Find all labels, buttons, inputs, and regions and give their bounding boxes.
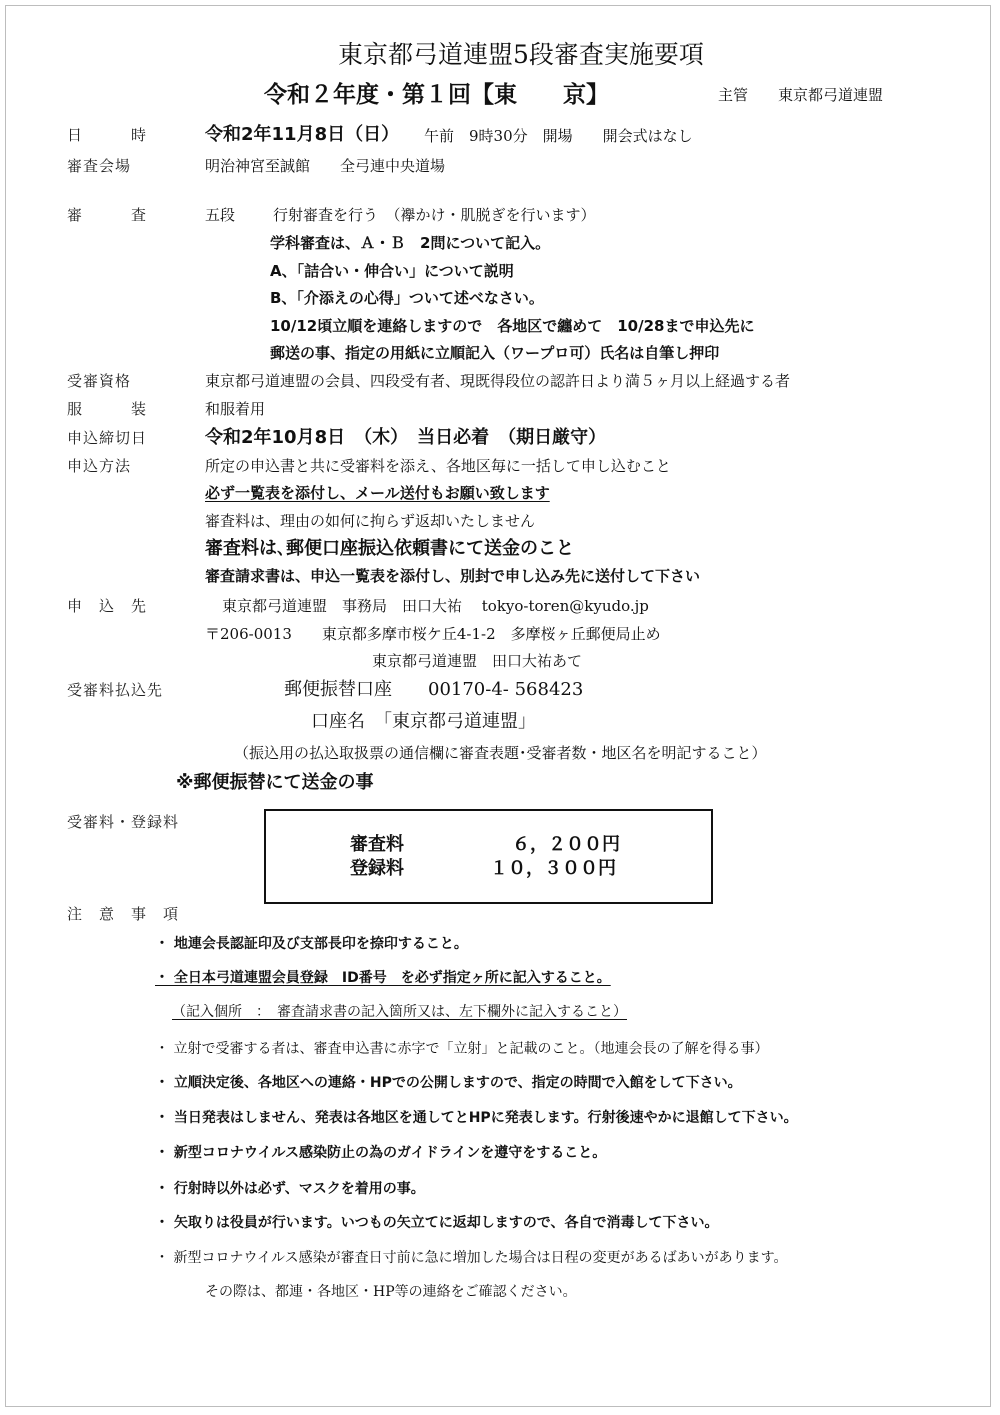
- method-line-emphasis: 審査料は､郵便口座振込依頼書にて送金のこと: [205, 538, 574, 559]
- attire-value: 和服着用: [205, 400, 266, 418]
- method-line: 審査請求書は、申込一覧表を添付し、別封で申し込み先に送付して下さい: [205, 567, 701, 585]
- method-line-underlined: 必ず一覧表を添付し、メール送付もお願い致します: [205, 484, 550, 502]
- payment-instruction: ※郵便振替にて送金の事: [176, 772, 374, 793]
- fees-label: 受審料・登録料: [67, 813, 180, 831]
- note-item-sub: （記入個所 ： 審査請求書の記入箇所又は、左下欄外に記入すること）: [172, 1004, 627, 1020]
- page-subtitle: 令和２年度・第１回【東 京】: [264, 82, 609, 108]
- venue-value: 明治神宮至誠館 全弓連中央道場: [205, 157, 446, 175]
- registration-fee-label: 登録料: [350, 858, 404, 879]
- registration-fee-value: １０，３００円: [490, 858, 616, 879]
- date-value: 令和2年11月8日（日）: [205, 124, 400, 145]
- exam-fee-label: 審査料: [350, 834, 404, 855]
- date-label: 日 時: [67, 126, 148, 144]
- deadline-label: 申込締切日: [67, 429, 148, 447]
- note-item: ・ 矢取りは役員が行います。いつもの矢立てに返却しますので、各自で消毒して下さい。: [155, 1215, 719, 1231]
- page-title: 東京都弓道連盟5段審査実施要項: [338, 40, 704, 69]
- deadline-value: 令和2年10月8日 （木） 当日必着 （期日厳守）: [205, 427, 607, 448]
- eligibility-label: 受審資格: [67, 372, 132, 390]
- method-label: 申込方法: [67, 457, 132, 475]
- note-item: ・ 当日発表はしません、発表は各地区を通してとHPに発表します。行射後速やかに退館して下さい。: [155, 1110, 798, 1126]
- notes-label: 注 意 事 項: [67, 905, 180, 923]
- destination-line: 東京都弓道連盟 事務局 田口大祐 tokyo-toren@kyudo.jp: [222, 597, 649, 615]
- exam-grade: 五段: [205, 206, 236, 224]
- payment-label: 受審料払込先: [67, 681, 164, 699]
- note-item-continuation: その際は、都連・各地区・HP等の連絡をご確認ください。: [205, 1284, 577, 1300]
- exam-label: 審 査: [67, 206, 148, 224]
- payment-account: 郵便振替口座 00170-4- 568423: [284, 679, 584, 700]
- exam-line: 学科審査は、Ａ・Ｂ 2問について記入。: [270, 234, 551, 252]
- organizer: 主管 東京都弓道連盟: [718, 86, 884, 104]
- date-time: 午前 9時30分 開場 開会式はなし: [424, 127, 693, 145]
- destination-address: 〒206-0013 東京都多摩市桜ケ丘4-1-2 多摩桜ヶ丘郵便局止め: [205, 625, 661, 643]
- eligibility-value: 東京都弓道連盟の会員、四段受有者、現既得段位の認許日より満５ヶ月以上経過する者: [205, 372, 791, 390]
- method-line: 審査料は、理由の如何に拘らず返却いたしません: [205, 512, 536, 530]
- note-item: ・ 新型コロナウイルス感染防止の為のガイドラインを遵守をすること。: [155, 1145, 607, 1161]
- exam-line: 郵送の事、指定の用紙に立順記入（ワープロ可）氏名は自筆し押印: [270, 344, 720, 362]
- fee-box: [264, 809, 713, 904]
- destination-addressee: 東京都弓道連盟 田口大祐あて: [372, 652, 583, 670]
- note-item: ・ 立順決定後、各地区への連絡・HPでの公開しますので、指定の時間で入館をして下さい。: [155, 1075, 742, 1091]
- exam-practical: 行射審査を行う （襷かけ・肌脱ぎを行います）: [273, 206, 596, 224]
- exam-line: A、「詰合い・伸合い」について説明: [270, 262, 514, 280]
- payment-account-name: 口座名 「東京都弓道連盟」: [311, 711, 536, 732]
- method-line: 所定の申込書と共に受審料を添え、各地区毎に一括して申し込むこと: [205, 457, 671, 475]
- attire-label: 服 装: [67, 400, 148, 418]
- note-item: ・ 全日本弓道連盟会員登録 ID番号 を必ず指定ヶ所に記入すること。: [155, 970, 611, 986]
- note-item: ・ 新型コロナウイルス感染が審査日寸前に急に増加した場合は日程の変更があるばあいがあります。: [155, 1250, 788, 1266]
- venue-label: 審査会場: [67, 157, 132, 175]
- exam-line: B、「介添えの心得」ついて述べなさい。: [270, 289, 544, 307]
- note-item: ・ 立射で受審する者は、審査申込書に赤字で「立射」と記載のこと。（地連会長の了解を得る事）: [155, 1041, 769, 1057]
- destination-label: 申 込 先: [67, 597, 148, 615]
- note-item: ・ 地連会長認証印及び支部長印を捺印すること。: [155, 936, 468, 952]
- note-item: ・ 行射時以外は必ず、マスクを着用の事。: [155, 1181, 425, 1197]
- exam-fee-value: ６，２００円: [512, 834, 620, 855]
- exam-line: 10/12頃立順を連絡しますので 各地区で纏めて 10/28まで申込先に: [270, 317, 755, 335]
- payment-note: （振込用の払込取扱票の通信欄に審査表題･受審者数・地区名を明記すること）: [234, 744, 767, 762]
